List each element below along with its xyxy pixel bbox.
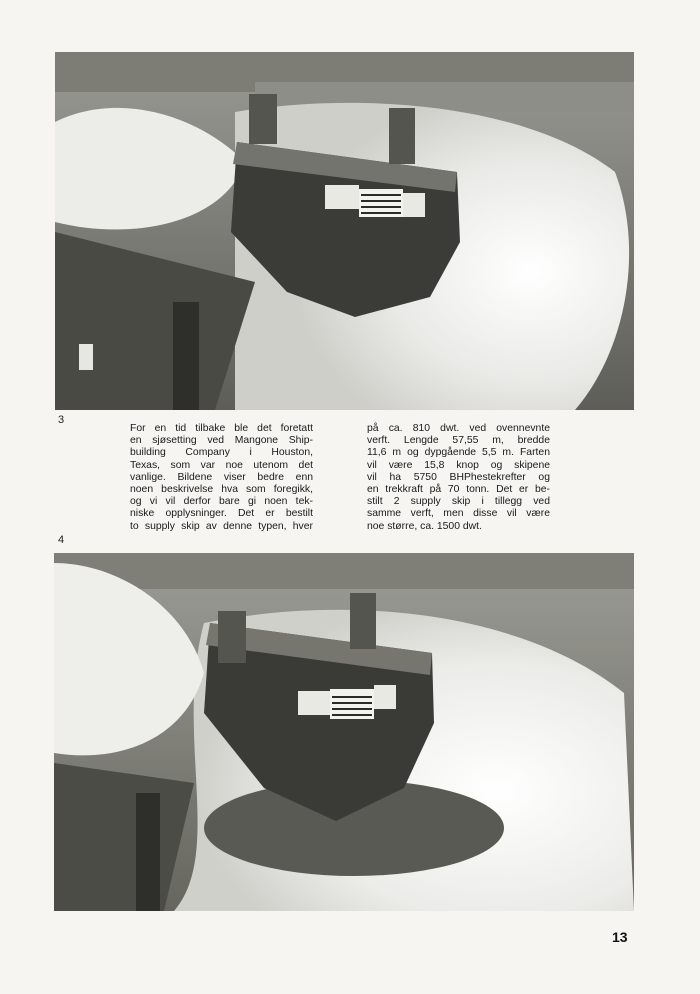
text-line: en sjøsetting ved Mangone Ship- [130,435,313,447]
text-line: verft. Lengde 57,55 m, bredde [367,435,550,447]
figure-number-4: 4 [58,534,65,546]
ship-launch-illustration-2 [54,553,634,911]
text-line: vil ha 5750 BHPhestekrefter og [367,471,550,483]
text-line: stilt 2 supply skip i tillegg ved [367,496,550,508]
text-line: en trekkraft på 70 tonn. Det er be- [367,484,550,496]
article-left-column [130,423,313,533]
text-line: vanlige. Bildene viser bedre enn [130,471,313,483]
text-line: For en tid tilbake ble det foretatt [130,423,313,434]
page-number: 13 [612,929,628,945]
text-line: vil være 15,8 knop og skipene [367,459,550,471]
text-line: to supply skip av denne typen, hver [130,520,313,532]
text-line: 11,6 m og dypgående 5,5 m. Farten [367,447,550,459]
text-line: Texas, som var noe utenom det [130,459,313,471]
text-line: noen beskrivelse hva som foregikk, [130,484,313,496]
text-line: samme verft, men disse vil være [367,508,550,520]
text-line: niske opplysninger. Det er bestilt [130,508,313,520]
launch-photo-1 [55,52,634,410]
text-line: building Company i Houston, [130,447,313,459]
ship-launch-illustration-1 [55,52,634,410]
launch-photo-2 [54,553,634,911]
text-line: på ca. 810 dwt. ved ovennevnte [367,423,550,434]
text-line: og vi vil derfor bare gi noen tek- [130,496,313,508]
text-line: noe større, ca. 1500 dwt. [367,520,482,532]
article-right-column [367,423,550,533]
figure-number-3: 3 [58,414,65,426]
